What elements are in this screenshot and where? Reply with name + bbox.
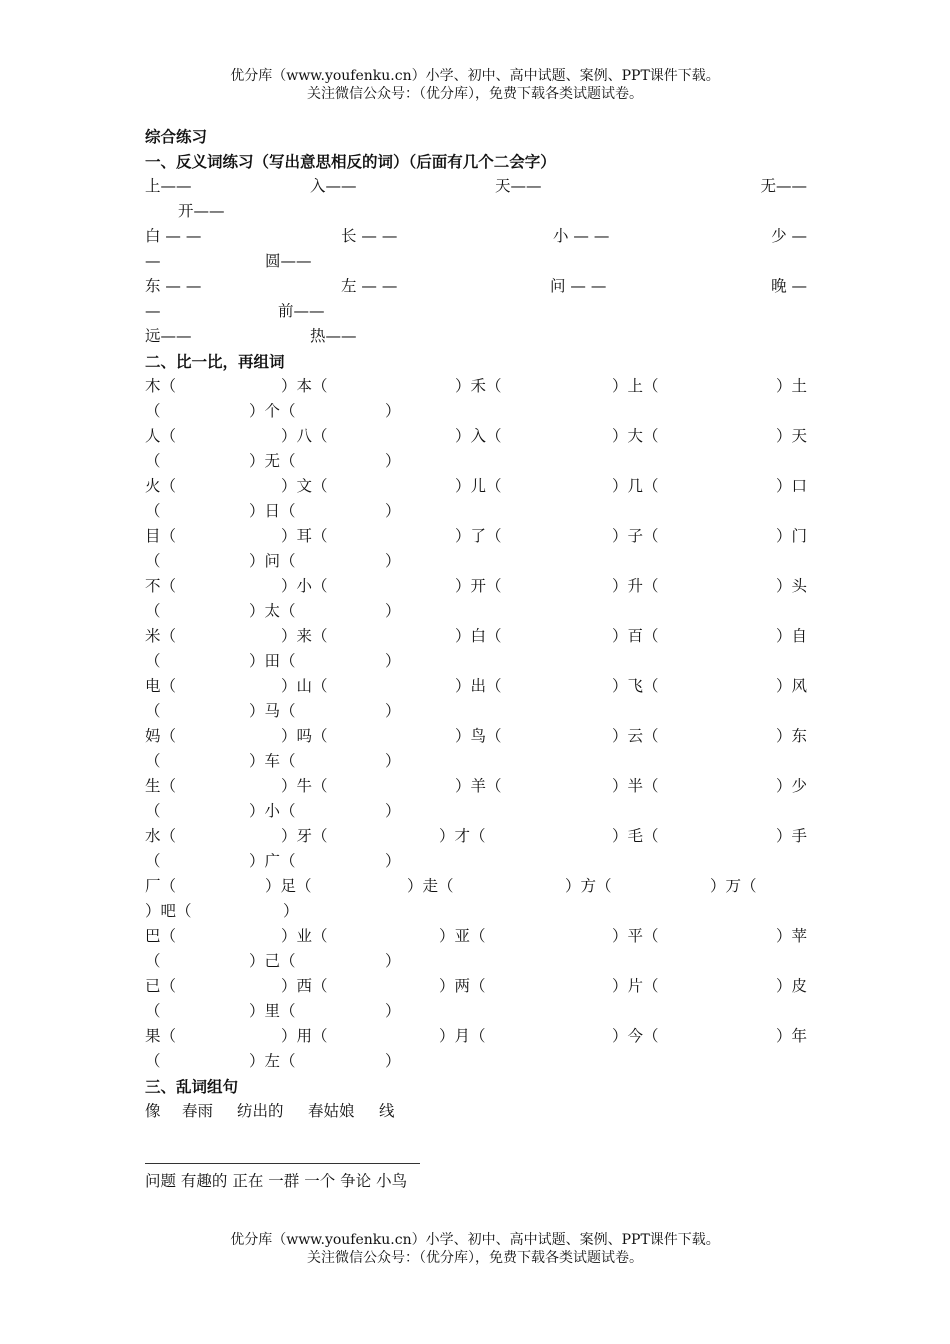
s2-item: （ <box>145 1052 161 1070</box>
s2-item: 目（ <box>145 527 177 545</box>
s1-line <box>145 299 807 324</box>
s2-item: 人（ <box>145 427 177 445</box>
s2-line <box>145 949 807 974</box>
s1-item: 开—— <box>178 202 225 220</box>
s2-item: ）白（ <box>455 627 502 645</box>
s2-item: 巴（ <box>145 927 177 945</box>
s2-item: ）升（ <box>612 577 659 595</box>
s2-item: ） <box>385 652 401 670</box>
s2-line <box>145 699 807 724</box>
s2-item: ）太（ <box>249 602 296 620</box>
s2-item: ）万（ <box>710 877 757 895</box>
s2-item: ） <box>283 902 299 920</box>
s2-item: 米（ <box>145 627 177 645</box>
worksheet <box>145 124 807 1124</box>
s2-item: ）左（ <box>249 1052 296 1070</box>
s2-item: ） <box>385 1052 401 1070</box>
word-tile: 线 <box>379 1102 395 1120</box>
s2-item: ）方（ <box>565 877 612 895</box>
s1-item: 问 — — <box>550 277 607 295</box>
s1-item: 入—— <box>310 177 357 195</box>
s2-item: ）小（ <box>249 802 296 820</box>
s1-line <box>145 174 807 199</box>
section1-body <box>145 174 807 349</box>
s2-line <box>145 999 807 1024</box>
s2-item: 不（ <box>145 577 177 595</box>
section1-heading: 一、反义词练习（写出意思相反的词）（后面有几个二会字） <box>145 152 556 171</box>
s2-item: ）飞（ <box>612 677 659 695</box>
s2-line <box>145 549 807 574</box>
s2-item: ）子（ <box>612 527 659 545</box>
s2-item: 火（ <box>145 477 177 495</box>
s2-item: （ <box>145 452 161 470</box>
s2-line <box>145 849 807 874</box>
s2-line <box>145 524 807 549</box>
s2-item: 电（ <box>145 677 177 695</box>
s1-item: 少 — <box>771 227 807 245</box>
section3-question-2: 问题 有趣的 正在 一群 一个 争论 小鸟 <box>145 1172 408 1190</box>
s2-item: ）耳（ <box>281 527 328 545</box>
s1-item: 白 — — <box>145 227 202 245</box>
s2-item: ）本（ <box>281 377 328 395</box>
s2-item: ）鸟（ <box>455 727 502 745</box>
s2-item: ）牛（ <box>281 777 328 795</box>
s2-item: ）禾（ <box>455 377 502 395</box>
s1-item: 上—— <box>145 177 192 195</box>
worksheet-title: 综合练习 <box>145 127 208 146</box>
s2-item: ） <box>385 402 401 420</box>
s2-line <box>145 599 807 624</box>
footer-line-2: 关注微信公众号：（优分库），免费下载各类试题试卷。 <box>307 1250 643 1266</box>
s2-item: 木（ <box>145 377 177 395</box>
s2-item: ）羊（ <box>455 777 502 795</box>
s2-item: ）广（ <box>249 852 296 870</box>
s2-line <box>145 749 807 774</box>
s2-line <box>145 1049 807 1074</box>
s2-item: ）天 <box>775 427 807 445</box>
s2-item: （ <box>145 952 161 970</box>
section3-question-1 <box>145 1099 807 1124</box>
section3-heading: 三、乱词组句 <box>145 1077 239 1096</box>
s2-item: ）年 <box>775 1027 807 1045</box>
s1-line <box>145 224 807 249</box>
s2-item: ）问（ <box>249 552 296 570</box>
s2-item: ）入（ <box>455 427 502 445</box>
s2-item: ）百（ <box>612 627 659 645</box>
s2-line <box>145 399 807 424</box>
s2-item: 水（ <box>145 827 177 845</box>
s2-line <box>145 449 807 474</box>
s2-item: ）少 <box>775 777 807 795</box>
word-tile: 像 <box>145 1102 161 1120</box>
s2-item: ）山（ <box>281 677 328 695</box>
s2-item: ）小（ <box>281 577 328 595</box>
s2-item: ）上（ <box>612 377 659 395</box>
section2-body <box>145 374 807 1074</box>
s2-item: （ <box>145 802 161 820</box>
s2-line <box>145 374 807 399</box>
s2-item: ）两（ <box>439 977 486 995</box>
s1-line <box>145 249 807 274</box>
s2-item: ）大（ <box>612 427 659 445</box>
s2-item: ） <box>385 452 401 470</box>
s2-item: （ <box>145 602 161 620</box>
s2-item: ）车（ <box>249 752 296 770</box>
s2-item: ）八（ <box>281 427 328 445</box>
s2-item: ）手 <box>775 827 807 845</box>
s1-line <box>145 324 807 349</box>
s1-item: 小 — — <box>553 227 610 245</box>
s2-line <box>145 424 807 449</box>
s2-item: 果（ <box>145 1027 177 1045</box>
s2-item: ）足（ <box>265 877 312 895</box>
s2-item: ）平（ <box>612 927 659 945</box>
s2-item: ）半（ <box>612 777 659 795</box>
s1-item: 东 — — <box>145 277 202 295</box>
s2-item: （ <box>145 502 161 520</box>
s1-item: 圆—— <box>265 252 312 270</box>
s2-item: ） <box>385 952 401 970</box>
s2-line <box>145 824 807 849</box>
s2-item: ） <box>385 702 401 720</box>
s2-line <box>145 574 807 599</box>
s2-item: ）西（ <box>281 977 328 995</box>
s2-item: ）月（ <box>439 1027 486 1045</box>
s2-item: ）己（ <box>249 952 296 970</box>
s2-item: ）自 <box>775 627 807 645</box>
s2-item: （ <box>145 1002 161 1020</box>
s2-item: （ <box>145 552 161 570</box>
header-line-2: 关注微信公众号：（优分库），免费下载各类试题试卷。 <box>307 86 643 102</box>
s2-item: ）文（ <box>281 477 328 495</box>
s2-item: ）吗（ <box>281 727 328 745</box>
s2-item: ）用（ <box>281 1027 328 1045</box>
word-tile: 春雨 <box>182 1102 214 1120</box>
s2-line <box>145 799 807 824</box>
s2-item: ）儿（ <box>455 477 502 495</box>
word-tile: 春姑娘 <box>308 1102 355 1120</box>
s2-item: ）皮 <box>775 977 807 995</box>
header-line-1: 优分库（www.youfenku.cn）小学、初中、高中试题、案例、PPT课件下载。 <box>230 68 720 84</box>
section2-heading: 二、比一比，再组词 <box>145 352 285 371</box>
s2-item: 已（ <box>145 977 177 995</box>
s2-item: 生（ <box>145 777 177 795</box>
s2-item: ）无（ <box>249 452 296 470</box>
s2-line <box>145 674 807 699</box>
s2-item: ） <box>385 802 401 820</box>
s2-line <box>145 774 807 799</box>
s2-line <box>145 1024 807 1049</box>
s2-item: ）来（ <box>281 627 328 645</box>
s2-item: ）头 <box>775 577 807 595</box>
s2-item: ）了（ <box>455 527 502 545</box>
s1-line <box>145 274 807 299</box>
s2-item: ）口 <box>775 477 807 495</box>
s2-item: ）土 <box>775 377 807 395</box>
s2-item: ） <box>385 752 401 770</box>
s1-item: 前—— <box>278 302 325 320</box>
s2-item: （ <box>145 402 161 420</box>
s2-item: ）开（ <box>455 577 502 595</box>
s2-item: ） <box>385 602 401 620</box>
page-footer <box>0 1231 950 1267</box>
s1-line <box>145 199 807 224</box>
s2-line <box>145 474 807 499</box>
s2-item: ）走（ <box>407 877 454 895</box>
s2-item: ）马（ <box>249 702 296 720</box>
s2-item: ）吧（ <box>145 902 192 920</box>
s2-item: ）门 <box>775 527 807 545</box>
s2-item: （ <box>145 652 161 670</box>
s1-item: 天—— <box>495 177 542 195</box>
s2-item: 妈（ <box>145 727 177 745</box>
s2-item: ）个（ <box>249 402 296 420</box>
word-tile: 纺出的 <box>237 1102 284 1120</box>
s1-item: 远—— <box>145 327 192 345</box>
s2-item: ） <box>385 852 401 870</box>
s1-item: — <box>145 302 161 320</box>
s2-item: 厂（ <box>145 877 177 895</box>
s2-item: ）出（ <box>455 677 502 695</box>
s2-line <box>145 924 807 949</box>
s2-item: （ <box>145 852 161 870</box>
s1-item: 热—— <box>310 327 357 345</box>
s2-item: ）才（ <box>439 827 486 845</box>
s1-item: — <box>145 252 161 270</box>
answer-line <box>145 1163 420 1164</box>
s2-line <box>145 874 807 899</box>
s1-item: 左 — — <box>341 277 398 295</box>
s1-item: 晚 — <box>771 277 807 295</box>
section3-q2-wrap <box>145 1169 807 1194</box>
s2-item: ）东 <box>775 727 807 745</box>
s2-line <box>145 974 807 999</box>
s2-item: ） <box>385 1002 401 1020</box>
s2-item: ）田（ <box>249 652 296 670</box>
s2-item: ）风 <box>775 677 807 695</box>
s2-item: （ <box>145 702 161 720</box>
s2-item: ）里（ <box>249 1002 296 1020</box>
s2-item: （ <box>145 752 161 770</box>
s2-line <box>145 724 807 749</box>
s2-item: ） <box>385 502 401 520</box>
s1-item: 无—— <box>760 177 807 195</box>
s2-item: ）牙（ <box>281 827 328 845</box>
s2-item: ） <box>385 552 401 570</box>
s1-item: 长 — — <box>341 227 398 245</box>
s2-line <box>145 649 807 674</box>
s2-item: ）亚（ <box>439 927 486 945</box>
s2-line <box>145 899 807 924</box>
s2-item: ）业（ <box>281 927 328 945</box>
s2-item: ）片（ <box>612 977 659 995</box>
s2-item: ）日（ <box>249 502 296 520</box>
page-header <box>0 67 950 103</box>
s2-item: ）今（ <box>612 1027 659 1045</box>
s2-item: ）几（ <box>612 477 659 495</box>
footer-line-1: 优分库（www.youfenku.cn）小学、初中、高中试题、案例、PPT课件下载。 <box>230 1232 720 1248</box>
s2-line <box>145 499 807 524</box>
s2-item: ）苹 <box>775 927 807 945</box>
s2-line <box>145 624 807 649</box>
s2-item: ）云（ <box>612 727 659 745</box>
s2-item: ）毛（ <box>612 827 659 845</box>
